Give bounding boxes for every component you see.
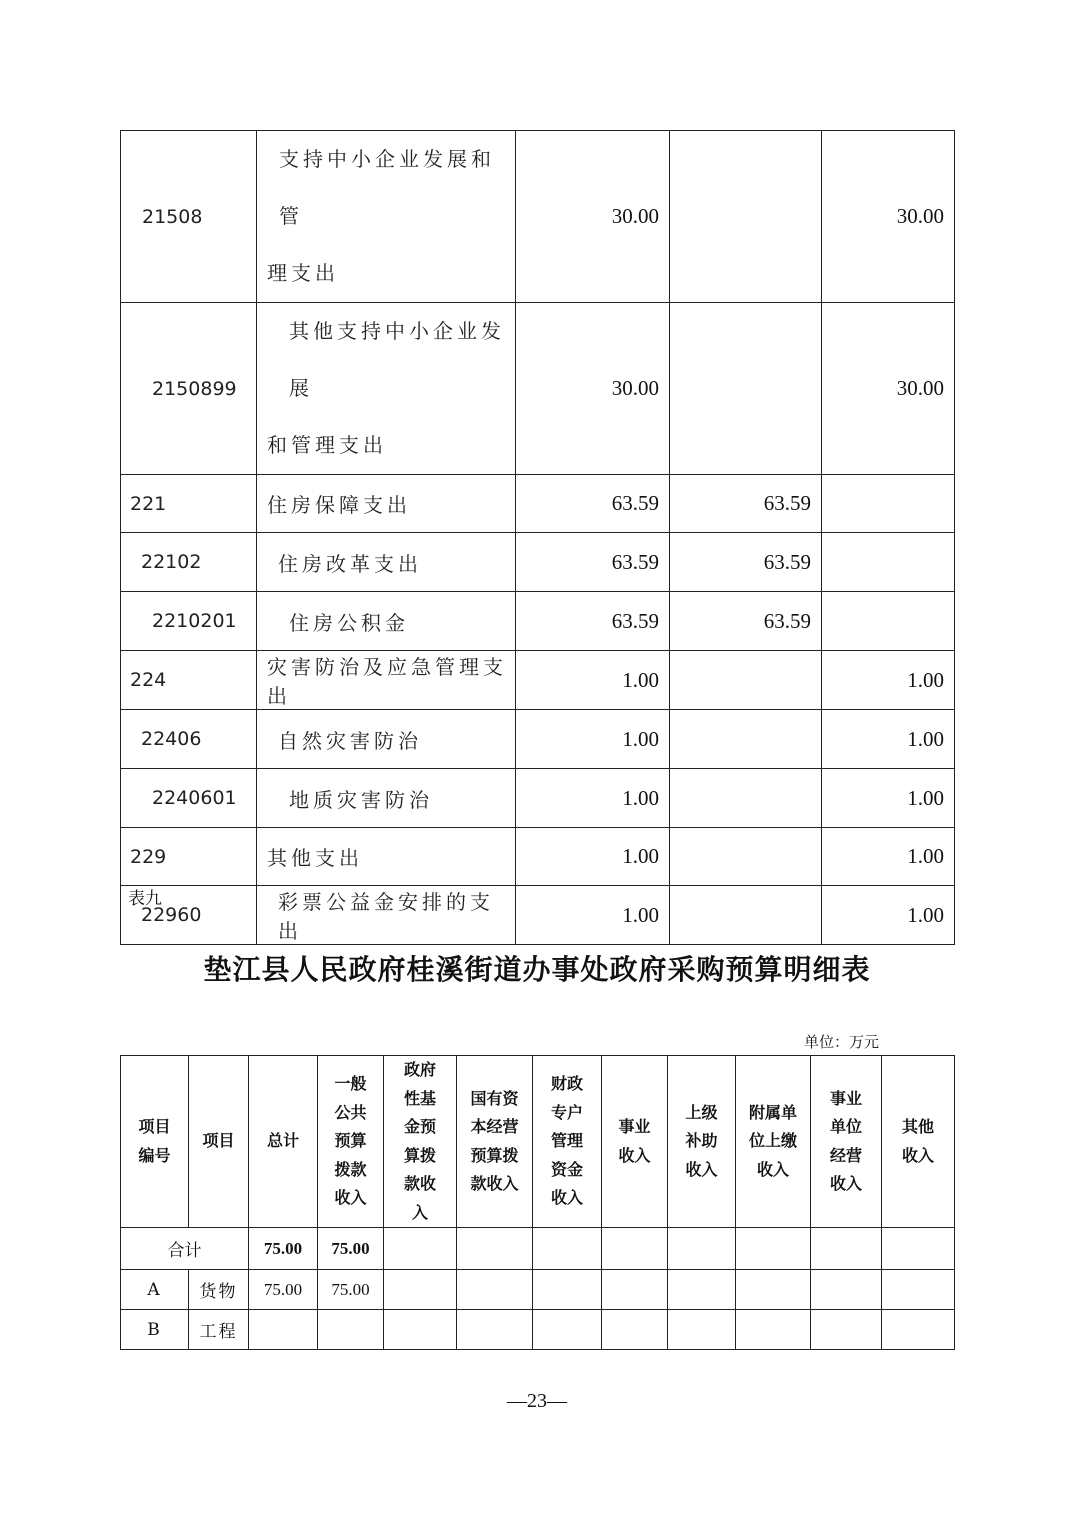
basic-value [670, 710, 822, 769]
total-value: 1.00 [516, 710, 670, 769]
empty-cell [882, 1228, 955, 1270]
empty-cell [668, 1270, 736, 1310]
expenditure-table [120, 130, 955, 945]
basic-value [670, 651, 822, 710]
table-row [121, 710, 955, 769]
basic-value [670, 886, 822, 945]
col-header-affiliated: 附属单 位上缴 收入 [736, 1056, 811, 1228]
project-value: 30.00 [822, 303, 955, 475]
empty-cell [457, 1270, 533, 1310]
empty-cell [811, 1270, 882, 1310]
subject-name: 其他支出 [257, 828, 516, 886]
item-general [318, 1310, 384, 1350]
basic-value [670, 303, 822, 475]
subject-name: 彩票公益金安排的支出 [257, 886, 516, 945]
subject-code: 2210201 [121, 592, 257, 651]
total-total: 75.00 [249, 1228, 318, 1270]
subject-code: 22960 [121, 886, 257, 945]
project-value: 1.00 [822, 710, 955, 769]
table-row [121, 1310, 955, 1350]
basic-value: 63.59 [670, 592, 822, 651]
subject-name: 住房保障支出 [257, 475, 516, 533]
empty-cell [736, 1310, 811, 1350]
table-row [121, 886, 955, 945]
item-total [249, 1310, 318, 1350]
empty-cell [882, 1310, 955, 1350]
basic-value: 63.59 [670, 475, 822, 533]
project-value: 1.00 [822, 769, 955, 828]
subject-code: 224 [121, 651, 257, 710]
empty-cell [668, 1310, 736, 1350]
unit-label: 单位：万元 [804, 1033, 880, 1051]
total-value: 63.59 [516, 533, 670, 592]
empty-cell [384, 1228, 457, 1270]
basic-value [670, 828, 822, 886]
document-title: 垫江县人民政府桂溪街道办事处政府采购预算明细表 [203, 953, 871, 986]
page-number: —23— [507, 1390, 567, 1412]
col-header-subsidy: 上级 补助 收入 [668, 1056, 736, 1228]
table-row [121, 651, 955, 710]
empty-cell [457, 1228, 533, 1270]
table-row [121, 475, 955, 533]
col-header-state-capital: 国有资 本经营 预算拨 款收入 [457, 1056, 533, 1228]
col-header-special-account: 财政 专户 管理 资金 收入 [533, 1056, 602, 1228]
table-label: 表九 [128, 889, 162, 909]
subject-name [257, 131, 516, 303]
col-header-operating: 事业 单位 经营 收入 [811, 1056, 882, 1228]
empty-cell [533, 1310, 602, 1350]
subject-name-line2: 理支出 [267, 261, 339, 285]
subject-name-line1: 支持中小企业发展和管 [279, 147, 495, 228]
item-total: 75.00 [249, 1270, 318, 1310]
empty-cell [384, 1310, 457, 1350]
project-value: 1.00 [822, 828, 955, 886]
col-header-other: 其他 收入 [882, 1056, 955, 1228]
empty-cell [602, 1310, 668, 1350]
empty-cell [384, 1270, 457, 1310]
project-value: 1.00 [822, 886, 955, 945]
col-header-general-budget: 一般 公共 预算 拨款 收入 [318, 1056, 384, 1228]
subject-name: 住房公积金 [257, 592, 516, 651]
subject-name: 灾害防治及应急管理支出 [257, 651, 516, 710]
procurement-table [120, 1055, 955, 1350]
basic-value [670, 769, 822, 828]
table-row [121, 1270, 955, 1310]
empty-cell [736, 1228, 811, 1270]
empty-cell [811, 1310, 882, 1350]
total-value: 1.00 [516, 769, 670, 828]
item-general: 75.00 [318, 1270, 384, 1310]
empty-cell [602, 1270, 668, 1310]
item-code: A [121, 1270, 189, 1310]
project-value: 1.00 [822, 651, 955, 710]
subject-name: 自然灾害防治 [257, 710, 516, 769]
subject-code: 22406 [121, 710, 257, 769]
project-value [822, 592, 955, 651]
total-label: 合计 [121, 1228, 249, 1270]
table-row [121, 769, 955, 828]
subject-code: 22102 [121, 533, 257, 592]
total-general: 75.00 [318, 1228, 384, 1270]
project-value: 30.00 [822, 131, 955, 303]
table-row [121, 828, 955, 886]
project-value [822, 475, 955, 533]
table-row [121, 533, 955, 592]
basic-value [670, 131, 822, 303]
empty-cell [882, 1270, 955, 1310]
empty-cell [668, 1228, 736, 1270]
header-row [121, 1056, 955, 1228]
subject-code: 229 [121, 828, 257, 886]
table-row [121, 592, 955, 651]
empty-cell [602, 1228, 668, 1270]
item-code: B [121, 1310, 189, 1350]
subject-code: 21508 [121, 131, 257, 303]
empty-cell [533, 1228, 602, 1270]
basic-value: 63.59 [670, 533, 822, 592]
col-header-business-income: 事业 收入 [602, 1056, 668, 1228]
total-value: 1.00 [516, 828, 670, 886]
item-name: 工程 [189, 1310, 249, 1350]
total-value: 1.00 [516, 886, 670, 945]
subject-name-line2: 和管理支出 [267, 433, 387, 457]
empty-cell [811, 1228, 882, 1270]
empty-cell [457, 1310, 533, 1350]
subject-name-line1: 其他支持中小企业发展 [289, 319, 505, 400]
col-header-total: 总计 [249, 1056, 318, 1228]
empty-cell [533, 1270, 602, 1310]
subject-name: 地质灾害防治 [257, 769, 516, 828]
subject-code: 2240601 [121, 769, 257, 828]
total-value: 63.59 [516, 475, 670, 533]
total-value: 1.00 [516, 651, 670, 710]
subject-code: 221 [121, 475, 257, 533]
total-row [121, 1228, 955, 1270]
col-header-item: 项目 [189, 1056, 249, 1228]
subject-name [257, 303, 516, 475]
table-row [121, 303, 955, 475]
empty-cell [736, 1270, 811, 1310]
total-value: 63.59 [516, 592, 670, 651]
project-value [822, 533, 955, 592]
total-value: 30.00 [516, 131, 670, 303]
table-row [121, 131, 955, 303]
subject-code: 2150899 [121, 303, 257, 475]
col-header-code: 项目 编号 [121, 1056, 189, 1228]
col-header-gov-fund: 政府 性基 金预 算拨 款收 入 [384, 1056, 457, 1228]
total-value: 30.00 [516, 303, 670, 475]
subject-name: 住房改革支出 [257, 533, 516, 592]
item-name: 货物 [189, 1270, 249, 1310]
